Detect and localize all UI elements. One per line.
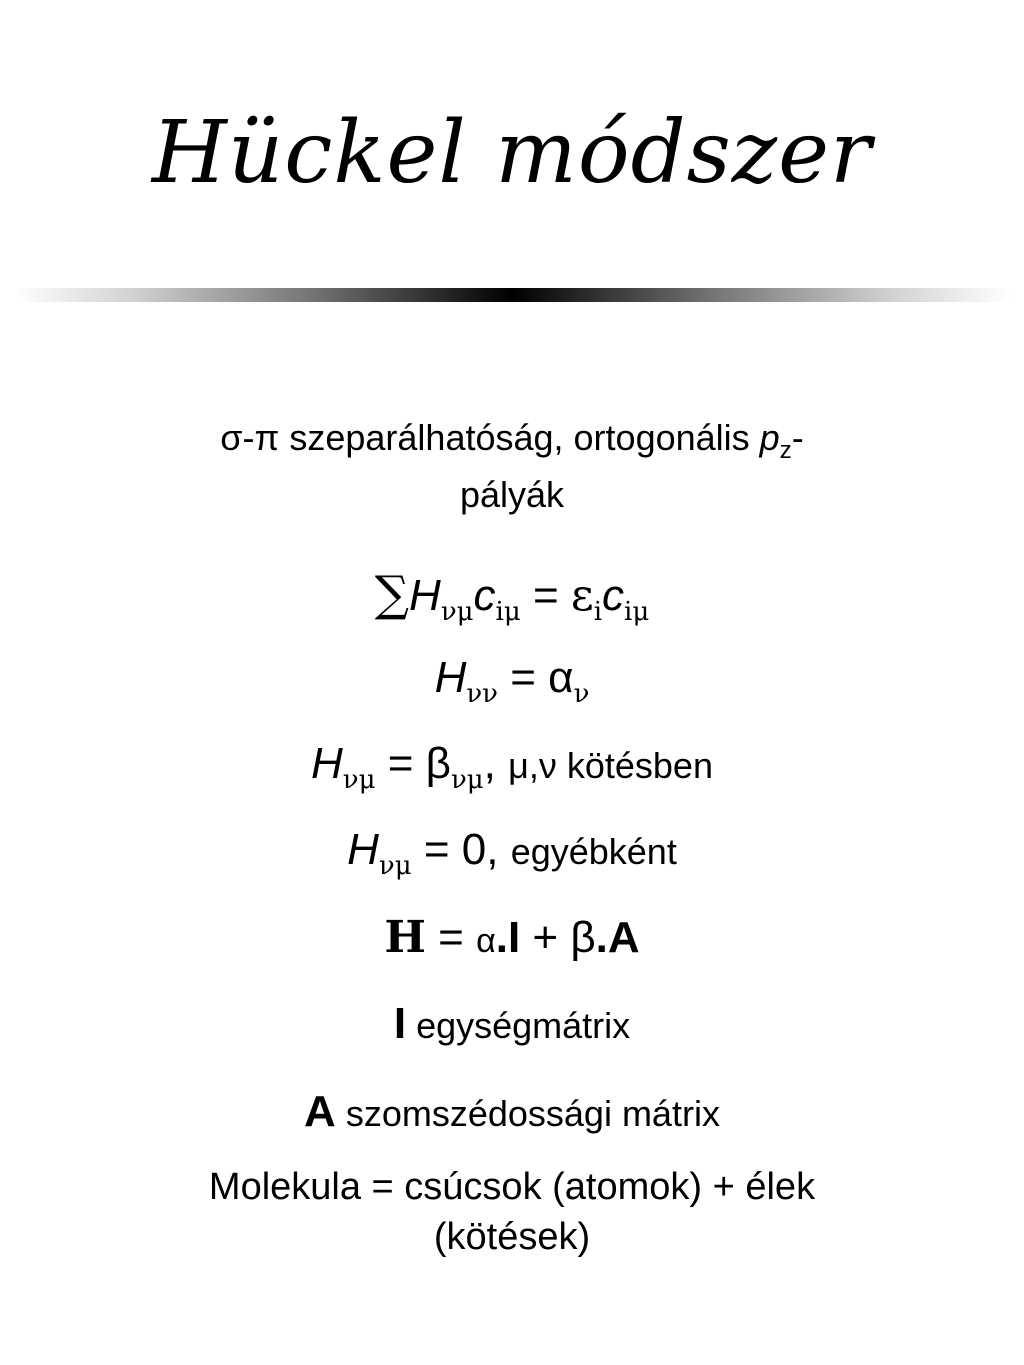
eq1-c: c — [473, 571, 496, 620]
epsilon-subscript: i — [593, 597, 603, 627]
bonded-equation — [0, 736, 1024, 798]
identity-symbol: I — [393, 999, 407, 1048]
eq5-adjacency: .A — [595, 913, 640, 962]
adjacency-text: szomszédossági mátrix — [335, 1093, 720, 1134]
slide-title: Hückel módszer — [151, 103, 873, 203]
eq2-H-subscript: νν — [466, 679, 498, 709]
eq5-identity: .I — [495, 913, 521, 962]
eq1-equals: = — [520, 571, 571, 620]
eq4-H-subscript: νμ — [378, 851, 412, 881]
p-subscript: z — [779, 437, 792, 464]
eq4-H: H — [347, 825, 379, 874]
eq3-beta-subscript: νμ — [450, 765, 484, 795]
intro-line-2: pályák — [459, 474, 565, 515]
matrix-H: H — [384, 912, 426, 963]
adjacency-symbol: A — [304, 1087, 336, 1136]
intro-text — [0, 412, 1024, 521]
eq3-H: H — [311, 739, 343, 788]
eq5-equals: = — [425, 913, 477, 962]
eq3-condition: μ,ν kötésben — [508, 745, 713, 786]
epsilon-symbol: ε — [570, 570, 594, 621]
sum-symbol: ∑ — [374, 566, 410, 622]
identity-definition — [0, 996, 1024, 1054]
eq5-alpha: α — [476, 922, 496, 960]
eq4-condition: egyébként — [510, 831, 677, 872]
eq3-H-subscript: νμ — [342, 765, 376, 795]
eigen-equation — [0, 566, 1024, 630]
eq1-H-subscript: νμ — [440, 597, 474, 627]
intro-line-1-text: σ-π szeparálhatóság, ortogonális — [220, 417, 760, 458]
eq2-H: H — [434, 653, 467, 702]
p-symbol: p — [759, 417, 780, 458]
molecule-line-2: (kötések) — [433, 1216, 591, 1258]
eq1-H: H — [409, 571, 441, 620]
eq2-alpha-subscript: ν — [573, 679, 590, 709]
eq1-c-subscript: iμ — [495, 597, 521, 627]
eq4-rhs: = 0, — [411, 825, 511, 874]
eq3-rhs: = β — [375, 739, 451, 788]
matrix-equation — [0, 910, 1024, 969]
diagonal-equation — [0, 650, 1024, 712]
molecule-graph-text — [0, 1162, 1024, 1262]
eq1-c2: c — [602, 571, 625, 620]
eq2-rhs: = α — [498, 653, 574, 702]
title-divider — [14, 288, 1010, 302]
molecule-line-1: Molekula = csúcsok (atomok) + élek — [208, 1166, 816, 1208]
nonbonded-equation — [0, 822, 1024, 884]
eq1-c2-subscript: iμ — [624, 597, 650, 627]
adjacency-definition — [0, 1084, 1024, 1142]
intro-line-1 — [0, 412, 1024, 469]
identity-text: egységmátrix — [406, 1005, 631, 1046]
eq5-plus-beta: + β — [520, 913, 596, 962]
intro-dash: - — [791, 417, 804, 458]
eq3-comma: , — [483, 739, 509, 788]
